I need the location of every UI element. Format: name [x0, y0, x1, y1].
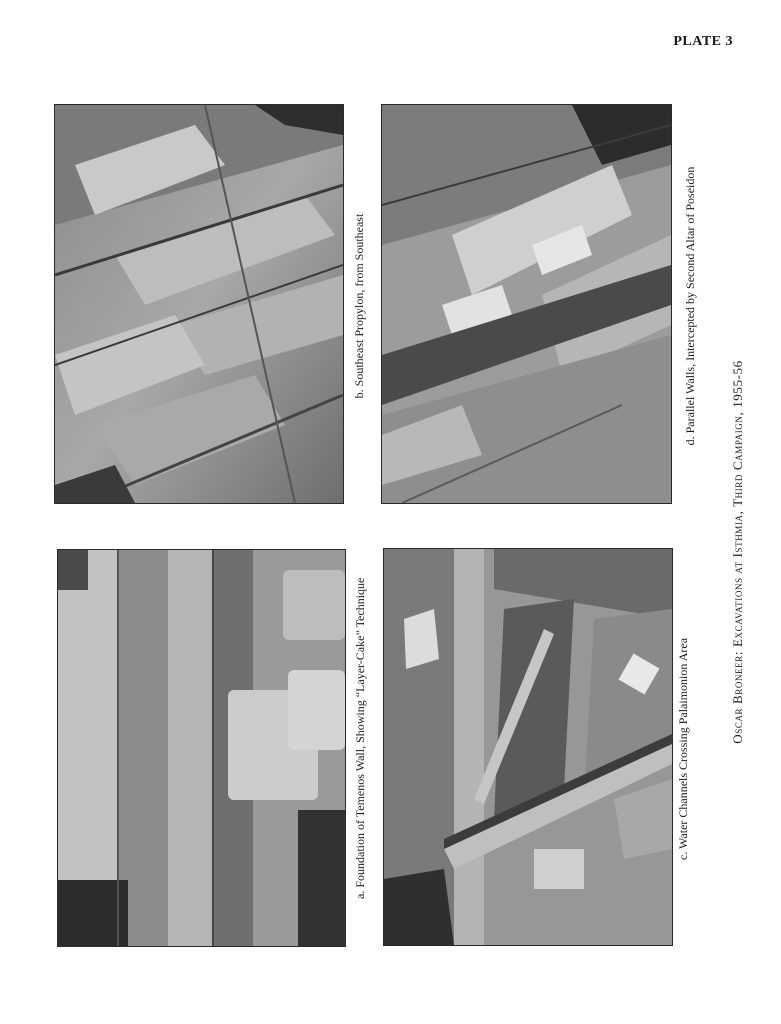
plate-label: PLATE 3	[673, 34, 733, 49]
photo-water-channels	[383, 548, 673, 946]
caption-b: b. Southeast Propylon, from Southeast	[352, 213, 366, 399]
photo-southeast-propylon	[54, 104, 344, 504]
photo-parallel-walls	[381, 104, 672, 504]
plate-credit-line: Oscar Broneer: Excavations at Isthmia, Third Campaign, 1955-56	[730, 360, 745, 744]
caption-a: a. Foundation of Temenos Wall, Showing “Layer-Cake” Technique	[353, 577, 367, 899]
caption-d: d. Parallel Walls, Intercepted by Second Altar of Poseidon	[683, 166, 697, 446]
caption-c: c. Water Channels Crossing Palaimonion Area	[676, 637, 690, 861]
photo-temenos-wall	[57, 549, 346, 947]
